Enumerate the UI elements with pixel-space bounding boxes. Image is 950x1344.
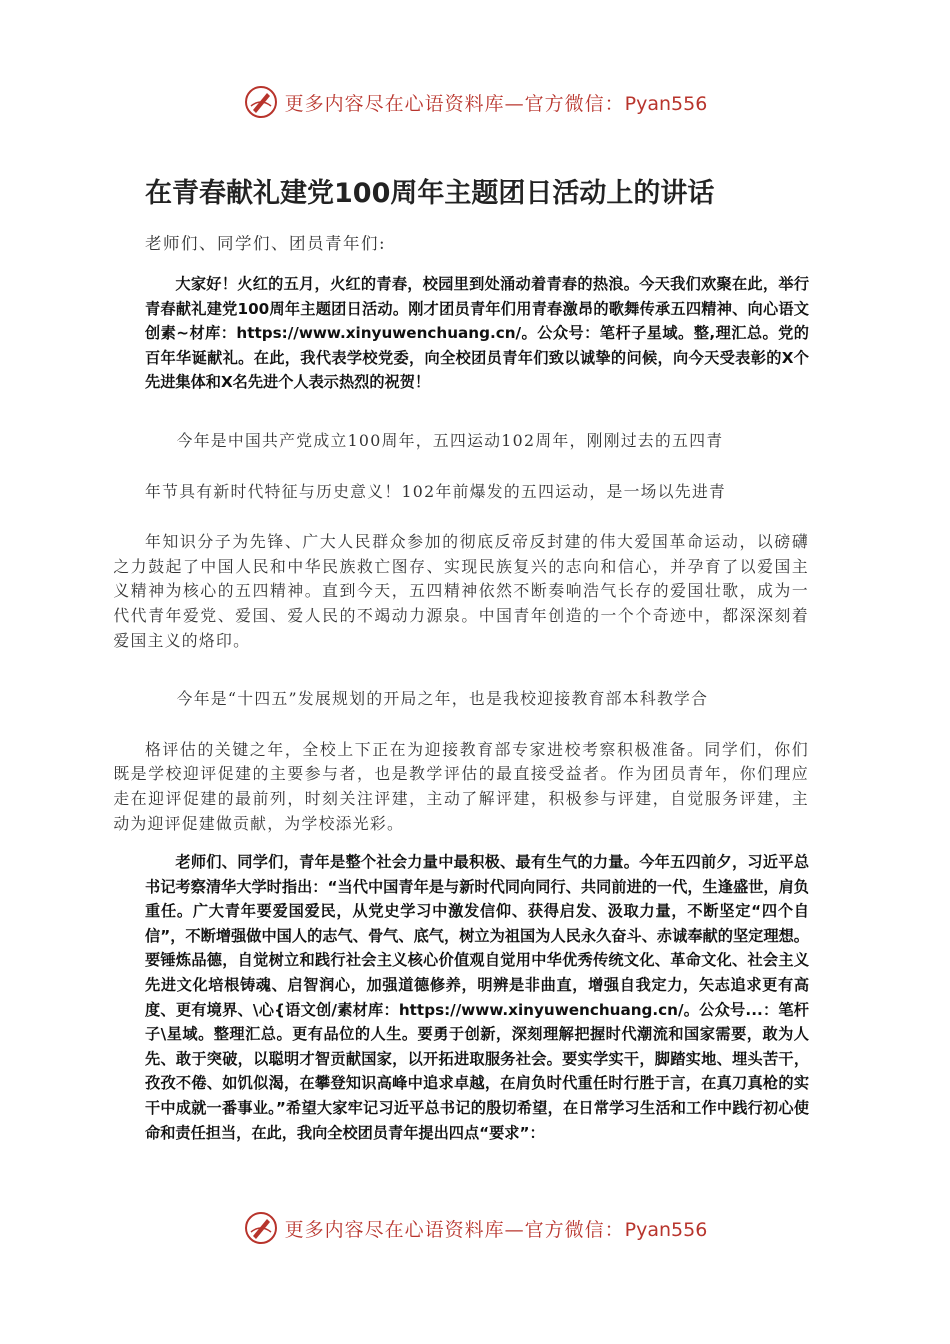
banner-text: 更多内容尽在心语资料库—官方微信：Pyan556 bbox=[284, 92, 708, 115]
paragraph-2 bbox=[113, 429, 809, 653]
footer-banner bbox=[0, 1208, 950, 1248]
greeting: 老师们、同学们、团员青年们: bbox=[145, 234, 387, 253]
paragraph-1: 大家好！火红的五月，火红的青春，校园里到处涌动着青春的热浪。今天我们欢聚在此，举行青春献礼建党100周年主题团日活动。刚才团员青年们用青春激昂的歌舞传承五四精神、向心语文创素~材库：https://www.xinyuwenchuang.cn/。公众号：笔杆子星域。整,理汇总。党的百年华诞献礼。在此，我代表学校党委，向全校团员青年们致以诚挚的问候，向今天受表彰的X个先进集体和X名先进个人表示热烈的祝贺！ bbox=[145, 275, 809, 392]
wechat-id: Pyan556 bbox=[624, 1218, 708, 1241]
banner-text: 更多内容尽在心语资料库—官方微信：Pyan556 bbox=[284, 1218, 708, 1241]
logo-icon bbox=[243, 1210, 279, 1246]
paragraph-3-lead: 今年是“十四五”发展规划的开局之年，也是我校迎接教育部本科教学合 bbox=[176, 689, 709, 709]
logo-icon bbox=[243, 84, 279, 120]
header-banner bbox=[0, 82, 950, 122]
paragraph-3 bbox=[113, 687, 809, 836]
paragraph-3-rest: 格评估的关键之年，全校上下正在为迎接教育部专家进校考察积极准备。同学们，你们既是学校迎评促建的主要参与者，也是教学评估的最直接受益者。作为团员青年，你们理应走在迎评促建的最前列，时刻关注评建，主动了解评建，积极参与评建，自觉服务评建，主动为迎评促建做贡献，为学校添光彩。 bbox=[113, 739, 809, 833]
paragraph-2-rest: 年知识分子为先锋、广大人民群众参加的彻底反帝反封建的伟大爱国革命运动，以磅礴之力鼓起了中国人民和中华民族救亡图存、实现民族复兴的志向和信心，并孕育了以爱国主义精神为核心的五四精神。直到今天，五四精神依然不断奏响浩气长存的爱国壮歌，成为一代代青年爱党、爱国、爱人民的不竭动力源泉。中国青年创造的一个个奇迹中，都深深刻着爱国主义的烙印。 bbox=[113, 532, 809, 650]
document-title: 在青春献礼建党100周年主题团日活动上的讲话 bbox=[145, 178, 715, 209]
paragraph-4: 老师们、同学们，青年是整个社会力量中最积极、最有生气的力量。今年五四前夕，习近平总书记考察清华大学时指出：“当代中国青年是与新时代同向同行、共同前进的一代，生逢盛世，肩负重任。广大青年要爱国爱民，从党史学习中激发信仰、获得启发、汲取力量，不断坚定“四个自信”，不断增强做中国人的志气、骨气、底气，树立为祖国为人民永久奋斗、赤诚奉献的坚定理想。要锤炼品德，自觉树立和践行社会主义核心价值观自觉用中华优秀传统文化、革命文化、社会主义先进文化培根铸魂、启智润心，加强道德修养，明辨是非曲直，增强自我定力，矢志追求更有高度、更有境界、\心{语文创/素材库：https://www.xinyuwenchuang.cn/。公众号...：笔杆子\星域。整理汇总。更有品位的人生。要勇于创新，深刻理解把握时代潮流和国家需要，敢为人先、敢于突破，以聪明才智贡献国家，以开拓进取服务社会。要实学实干，脚踏实地、埋头苦干，孜孜不倦、如饥似渴，在攀登知识高峰中追求卓越，在肩负时代重任时行胜于言，在真刀真枪的实干中成就一番事业。”希望大家牢记习近平总书记的殷切希望，在日常学习生活和工作中践行初心使命和责任担当，在此，我向全校团员青年提出四点“要求”： bbox=[145, 853, 809, 1142]
paragraph-2-line2: 年节具有新时代特征与历史意义！102年前爆发的五四运动，是一场以先进青 bbox=[145, 481, 727, 501]
paragraph-2-lead: 今年是中国共产党成立100周年，五四运动102周年，刚刚过去的五四青 bbox=[176, 430, 724, 450]
wechat-id: Pyan556 bbox=[624, 92, 708, 115]
document-body bbox=[113, 172, 809, 1145]
